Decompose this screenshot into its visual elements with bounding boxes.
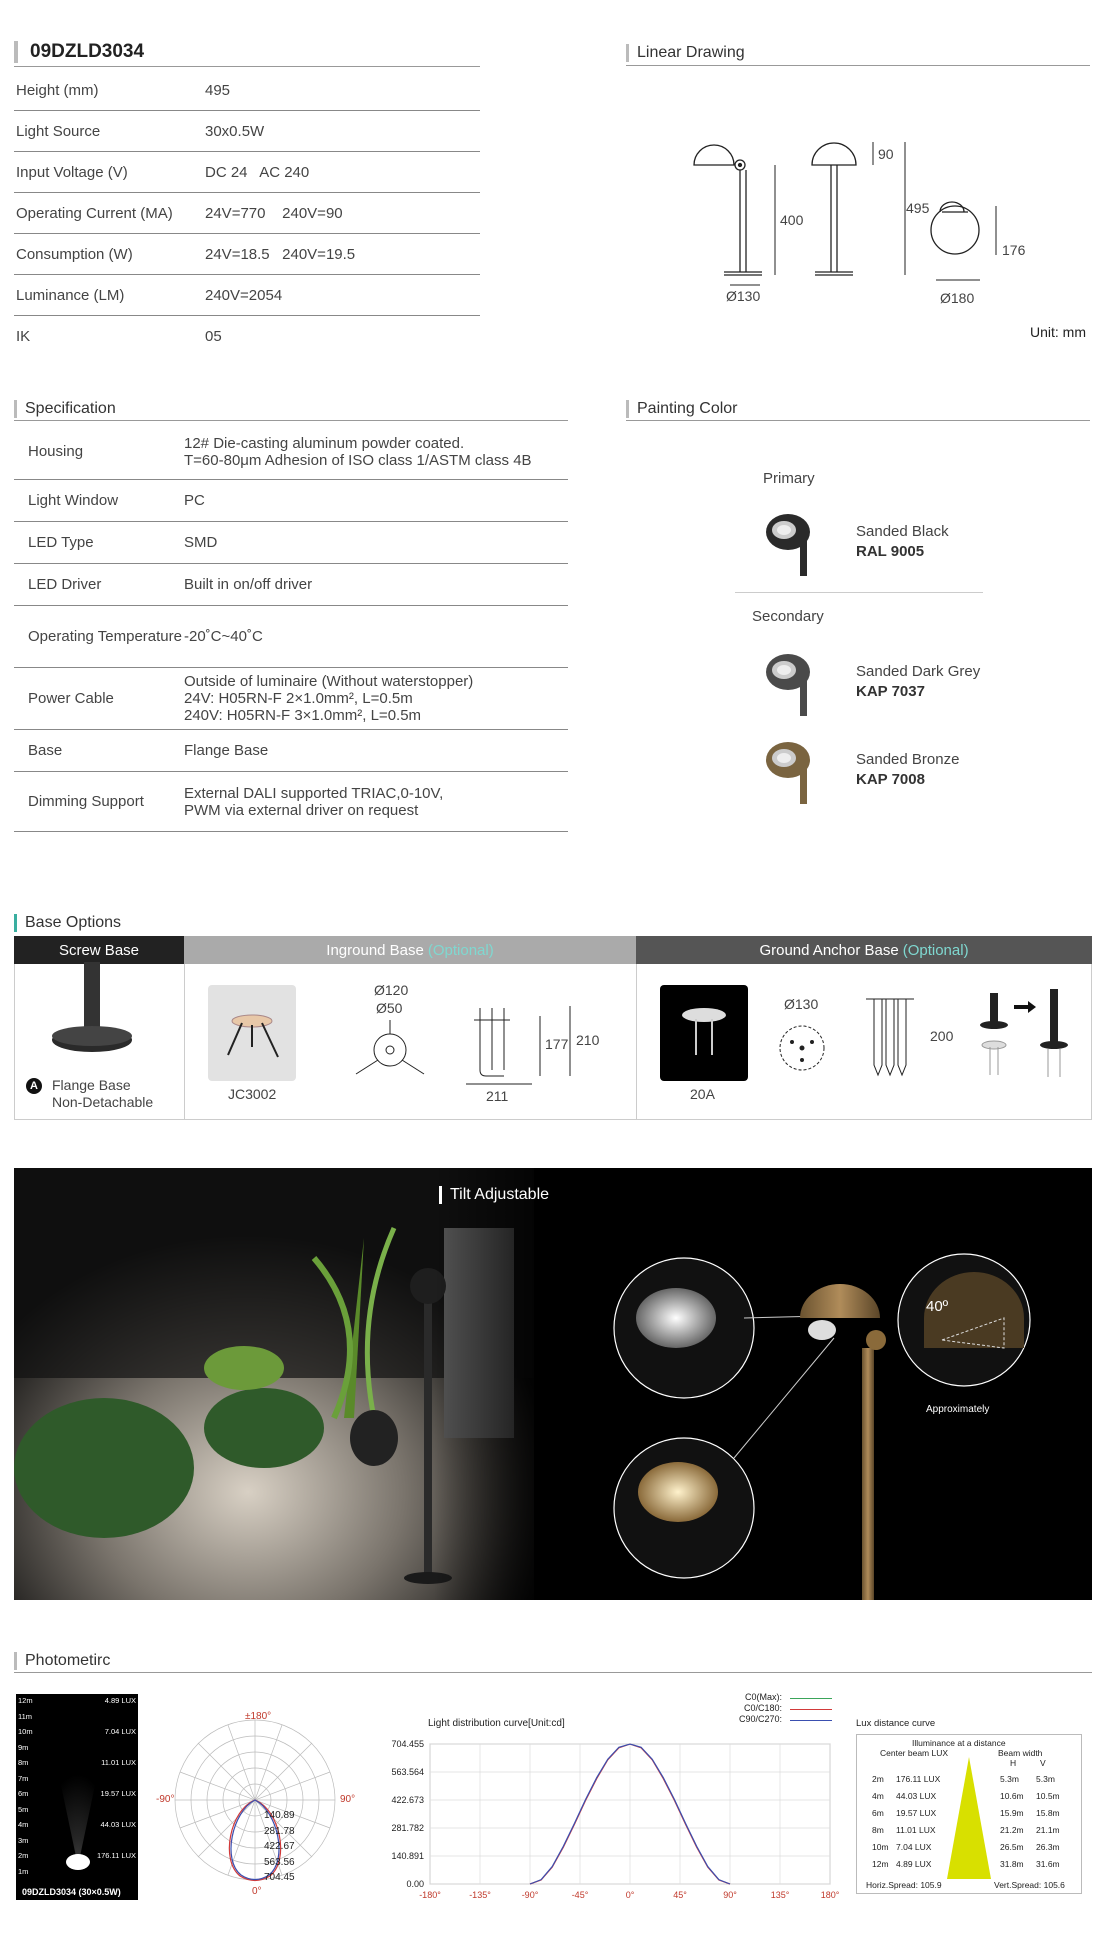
spec-line: Flange Base: [184, 742, 269, 759]
product-row: [14, 316, 480, 357]
y-tick-label: 422.673: [391, 1795, 424, 1805]
legend-label: C90/C270:: [738, 1714, 782, 1724]
lux-row-h: 21.2m: [1000, 1825, 1024, 1835]
lux-strip-row-label: 4m: [18, 1820, 29, 1829]
polar-bottom-label: 0°: [252, 1886, 262, 1897]
inground-base-label: Inground Base: [326, 941, 424, 959]
spec-row-value: [184, 628, 568, 645]
polar-ring-label: 140.89: [264, 1810, 295, 1821]
linear-drawing: [640, 120, 1090, 320]
curve-title: Light distribution curve[Unit:cd]: [428, 1718, 565, 1729]
x-tick-label: -45°: [571, 1890, 589, 1900]
lux-head-h: H: [1010, 1758, 1017, 1768]
tilt-adjustable-panel: [14, 1168, 1092, 1600]
polar-ring-label: 281.78: [264, 1825, 295, 1837]
product-row-value: DC 24 AC 240: [205, 163, 310, 181]
lux-strip-row-label: 11m: [18, 1711, 33, 1721]
lux-head-3: Beam width: [998, 1748, 1043, 1758]
y-tick-label: 563.564: [391, 1767, 424, 1777]
product-row: [14, 193, 480, 234]
spec-row-key: Base: [28, 741, 63, 759]
spec-row: [14, 564, 568, 606]
spec-row-value: [184, 742, 568, 759]
product-row-value: 240V=2054: [205, 286, 283, 304]
lux-row-value: 11.01 LUX: [896, 1825, 936, 1835]
spec-line: Outside of luminaire (Without waterstopper): [184, 673, 474, 690]
dim-height-495: 495: [906, 200, 930, 216]
product-row-value: 05: [205, 328, 222, 345]
spec-row: [14, 668, 568, 730]
spec-row: [14, 606, 568, 668]
spec-row-value: [184, 435, 568, 469]
lamp-swatch: [764, 736, 824, 806]
lux-head-v: V: [1040, 1758, 1046, 1768]
dim-210: 210: [576, 1032, 600, 1048]
lux-row-v: 15.8m: [1036, 1808, 1060, 1818]
x-tick-label: -135°: [469, 1890, 491, 1900]
base-options-title: Base Options: [14, 914, 121, 932]
polar-ring-label: 422.67: [264, 1841, 295, 1852]
color-name-block: [856, 522, 949, 562]
product-row-value: 24V=18.5 240V=19.5: [205, 245, 356, 263]
product-row-key: Light Source: [16, 122, 101, 140]
tilt-angle: 40º: [926, 1298, 949, 1315]
color-code: KAP 7037: [856, 683, 925, 700]
product-row: [14, 111, 480, 152]
x-tick-label: 0°: [625, 1890, 635, 1900]
x-tick-label: 180°: [820, 1890, 840, 1900]
spec-row-key: Dimming Support: [28, 792, 144, 810]
lux-distance-strip: [16, 1694, 138, 1884]
divider: [636, 964, 637, 1120]
dim-height-90: 90: [878, 146, 894, 162]
spec-line: 240V: H05RN-F 3×1.0mm², L=0.5m: [184, 707, 422, 724]
anchor-20a-image: [660, 985, 748, 1081]
dim-177: 177: [545, 1036, 569, 1052]
vert-spread: Vert.Spread: 105.6: [994, 1880, 1065, 1890]
anchor-install-image: [980, 985, 1080, 1085]
lux-row-distance: 8m: [872, 1825, 884, 1835]
specification-table: [14, 424, 568, 832]
y-tick-label: 0.00: [406, 1879, 424, 1889]
spec-row-value: [184, 785, 568, 819]
ground-anchor-header: [636, 936, 1092, 964]
product-row-key: Input Voltage (V): [16, 163, 128, 181]
polar-diagram: [160, 1700, 350, 1900]
horiz-spread: Horiz.Spread: 105.9: [866, 1880, 942, 1890]
spec-row: [14, 480, 568, 522]
product-row: [14, 234, 480, 275]
product-row: [14, 70, 480, 111]
spec-row: [14, 772, 568, 832]
spec-line: 24V: H05RN-F 2×1.0mm², L=0.5m: [184, 690, 413, 707]
lux-row-v: 21.1m: [1036, 1825, 1060, 1835]
spec-row-key: Housing: [28, 442, 84, 460]
lux-strip-value: 11.01 LUX: [101, 1758, 136, 1767]
inground-optional: (Optional): [427, 941, 494, 959]
product-row-key: Consumption (W): [16, 245, 133, 263]
legend-swatch: [790, 1698, 832, 1699]
divider: [626, 420, 1090, 421]
divider: [14, 1672, 1092, 1673]
lux-row-v: 26.3m: [1036, 1842, 1060, 1852]
product-row-value: 30x0.5W: [205, 122, 265, 140]
product-row-key: Luminance (LM): [16, 286, 125, 304]
spec-line: PC: [184, 492, 205, 509]
product-code: 09DZLD3034: [14, 41, 144, 63]
product-row: [14, 152, 480, 193]
lux-row-v: 31.6m: [1036, 1859, 1060, 1869]
product-row-key: Height (mm): [16, 81, 99, 99]
spec-row-value: [184, 673, 568, 724]
lux-strip-value: 19.57 LUX: [100, 1789, 136, 1798]
divider: [735, 592, 983, 593]
jc3002-label: JC3002: [228, 1086, 277, 1102]
dim-211: 211: [486, 1088, 509, 1104]
lux-strip-row-label: 7m: [18, 1773, 29, 1783]
lux-strip-row-label: 6m: [18, 1789, 29, 1798]
product-row-value: 495: [205, 81, 231, 99]
screw-base-image: [50, 962, 150, 1062]
product-table: [14, 70, 480, 357]
lux-row-h: 5.3m: [1000, 1774, 1019, 1784]
dim-200: 200: [930, 1028, 954, 1044]
x-tick-label: -90°: [521, 1890, 539, 1900]
secondary-label: Secondary: [752, 608, 824, 625]
dim-diameter-180: Ø180: [940, 290, 975, 306]
lux-strip-value: 4.89 LUX: [104, 1696, 136, 1705]
spec-row-value: [184, 576, 568, 593]
color-code: KAP 7008: [856, 771, 925, 788]
spec-row: [14, 730, 568, 772]
y-tick-label: 704.455: [391, 1739, 424, 1749]
lamp-swatch: [764, 648, 824, 718]
divider: [626, 65, 1090, 66]
dim-diameter-120: Ø120: [374, 982, 409, 998]
divider: [14, 66, 480, 67]
polar-right-label: 90°: [340, 1794, 356, 1805]
lux-row-value: 7.04 LUX: [896, 1842, 932, 1852]
screw-base-header: [14, 936, 184, 964]
primary-label: Primary: [763, 470, 815, 487]
divider: [14, 420, 568, 421]
y-tick-label: 140.891: [391, 1851, 424, 1861]
lux-strip-row-label: 3m: [18, 1835, 29, 1845]
polar-ring-label: 704.45: [264, 1872, 295, 1883]
specification-title: Specification: [14, 400, 116, 418]
spec-line: -20˚C~40˚C: [184, 628, 263, 645]
spec-row: [14, 522, 568, 564]
lux-row-distance: 10m: [872, 1842, 889, 1852]
spec-row-key: Operating Temperature: [28, 627, 182, 645]
x-tick-label: 90°: [723, 1890, 737, 1900]
lux-row-distance: 6m: [872, 1808, 884, 1818]
ground-anchor-label: Ground Anchor Base: [759, 941, 899, 959]
lux-strip-caption: 09DZLD3034 (30×0.5W): [16, 1884, 138, 1900]
inground-base-header: [184, 936, 636, 964]
legend-swatch: [790, 1720, 832, 1721]
lux-row-h: 26.5m: [1000, 1842, 1024, 1852]
anchor-side-view: [866, 995, 916, 1080]
painting-color-title: Painting Color: [626, 400, 738, 418]
screw-base-label: Screw Base: [58, 941, 140, 959]
x-tick-label: 45°: [673, 1890, 687, 1900]
spec-line: 12# Die-casting aluminum powder coated.: [184, 434, 465, 452]
lux-strip-row-label: 1m: [18, 1866, 29, 1876]
lux-strip-row-label: 2m: [18, 1851, 29, 1860]
lux-row-distance: 12m: [872, 1859, 889, 1869]
color-name: Sanded Bronze: [856, 751, 960, 768]
tilt-approx: Approximately: [926, 1404, 990, 1415]
lux-title: Lux distance curve: [856, 1718, 936, 1729]
spec-line: T=60-80μm Adhesion of ISO class 1/ASTM class 4B: [184, 451, 532, 469]
photometric-title: Photometirc: [14, 1652, 110, 1670]
lux-strip-row-label: 12m: [18, 1696, 33, 1705]
lux-row-v: 5.3m: [1036, 1774, 1055, 1784]
garden-scene: [14, 1168, 1092, 1600]
spec-row-key: LED Type: [28, 533, 94, 551]
lux-strip-row-label: 8m: [18, 1758, 29, 1767]
lux-row-v: 10.5m: [1036, 1791, 1060, 1801]
dim-diameter-130: Ø130: [726, 288, 761, 304]
spec-row-key: Light Window: [28, 491, 119, 509]
lux-strip-row-label: 5m: [18, 1804, 29, 1814]
spec-row: [14, 424, 568, 480]
lux-strip-value: 44.03 LUX: [100, 1820, 136, 1829]
lux-row-value: 4.89 LUX: [896, 1859, 932, 1869]
legend-label: C0/C180:: [743, 1703, 782, 1713]
lux-strip-value: 176.11 LUX: [96, 1851, 136, 1860]
light-distribution-chart: [380, 1730, 850, 1900]
spec-line: PWM via external driver on request: [184, 801, 419, 819]
marker-a: A: [26, 1078, 42, 1094]
lamp-swatch: [764, 508, 824, 578]
dim-diameter-130-anchor: Ø130: [784, 996, 819, 1012]
divider: [184, 964, 185, 1120]
dim-height-400: 400: [780, 212, 804, 228]
product-row-value: 24V=770 240V=90: [205, 204, 343, 222]
tilt-title: Tilt Adjustable: [439, 1186, 549, 1204]
spec-row-key: Power Cable: [28, 689, 114, 707]
color-name: Sanded Dark Grey: [856, 663, 981, 680]
lux-row-h: 10.6m: [1000, 1791, 1024, 1801]
lux-strip-row-label: 9m: [18, 1742, 29, 1752]
dim-height-176: 176: [1002, 242, 1026, 258]
color-code: RAL 9005: [856, 543, 925, 560]
lux-row-value: 19.57 LUX: [896, 1808, 937, 1818]
inground-top-view: [350, 1020, 430, 1090]
dim-diameter-50: Ø50: [376, 1000, 403, 1016]
lux-strip-row-label: 10m: [18, 1727, 33, 1736]
flange-base-label: Flange Base: [52, 1077, 131, 1093]
y-tick-label: 281.782: [391, 1823, 424, 1833]
product-row-key: Operating Current (MA): [16, 204, 173, 222]
legend-swatch: [790, 1709, 832, 1710]
spec-row-key: LED Driver: [28, 575, 102, 593]
lux-row-distance: 4m: [872, 1791, 884, 1801]
linear-drawing-title: Linear Drawing: [626, 44, 745, 62]
x-tick-label: -180°: [419, 1890, 441, 1900]
spec-line: SMD: [184, 534, 218, 551]
color-name-block: [856, 750, 959, 790]
legend-label: C0(Max):: [744, 1692, 782, 1702]
non-detachable-label: Non-Detachable: [52, 1094, 154, 1110]
lux-row-h: 15.9m: [1000, 1808, 1024, 1818]
color-name: Sanded Black: [856, 523, 949, 540]
product-row-key: IK: [16, 328, 31, 345]
x-tick-label: 135°: [770, 1890, 790, 1900]
lux-row-value: 44.03 LUX: [896, 1791, 937, 1801]
lux-row-value: 176.11 LUX: [896, 1774, 941, 1784]
spec-line: External DALI supported TRIAC,0-10V,: [184, 784, 444, 802]
lux-row-distance: 2m: [872, 1774, 884, 1784]
product-row: [14, 275, 480, 316]
polar-top-label: ±180°: [245, 1711, 272, 1722]
polar-ring-label: 563.56: [264, 1856, 295, 1868]
anchor-optional: (Optional): [902, 941, 969, 959]
jc3002-image: [208, 985, 296, 1081]
polar-left-label: -90°: [156, 1794, 175, 1805]
lux-row-h: 31.8m: [1000, 1859, 1024, 1869]
spec-row-value: [184, 534, 568, 551]
anchor-20a-label: 20A: [690, 1086, 715, 1102]
lux-strip-value: 7.04 LUX: [104, 1727, 136, 1736]
unit-label: Unit: mm: [1030, 324, 1086, 340]
spec-line: Built in on/off driver: [184, 576, 313, 593]
lux-head-2: Center beam LUX: [880, 1748, 949, 1758]
color-name-block: [856, 662, 980, 702]
anchor-top-view: [774, 1020, 834, 1080]
lux-head-1: Illuminance at a distance: [912, 1738, 1006, 1748]
spec-row-value: [184, 492, 568, 509]
